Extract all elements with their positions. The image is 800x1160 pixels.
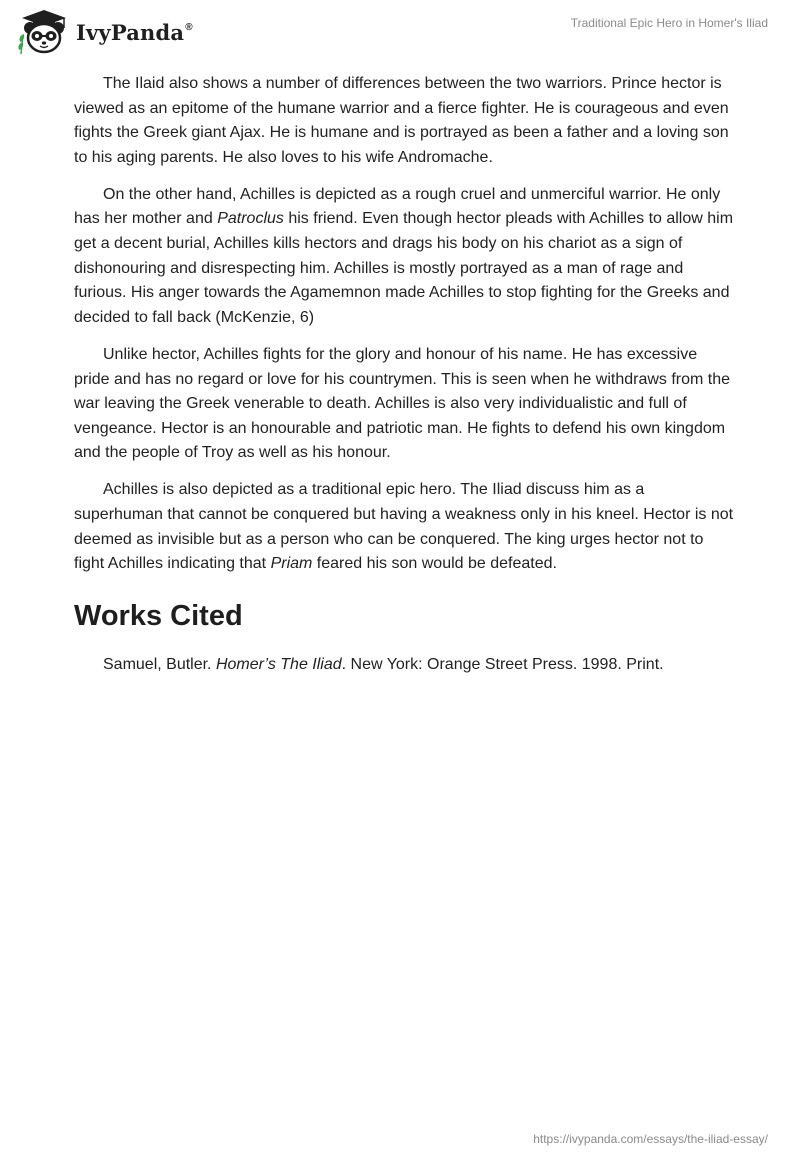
works-cited-heading: Works Cited — [74, 599, 243, 632]
paragraph-1 — [74, 72, 734, 170]
paragraph-text: feared his son would be defeated. — [312, 555, 557, 573]
paragraph-3 — [74, 343, 734, 466]
essay-body — [74, 72, 734, 689]
citation-title: Homer’s The Iliad — [215, 655, 342, 673]
citation-author: Samuel, Butler. — [103, 655, 216, 673]
paragraph-text: his friend. Even though hector pleads with Achilles to allow him get a decent burial, Achilles kills hectors and drags his body on his chariot as a sign of dishonouring and disrespecting him. Achilles is mostly portrayed as a man of rage and furious. His anger towards the Agamemnon made Achilles to stop fighting for the Greeks and decided to fall back (McKenzie, 6) — [74, 210, 734, 326]
panda-graduation-cap-logo-icon — [16, 8, 72, 56]
page-header — [0, 0, 800, 60]
italic-name: Patroclus — [217, 210, 284, 228]
ivypanda-logo[interactable] — [16, 8, 193, 56]
paragraph-text: Achilles is also depicted as a traditional epic hero. The Iliad discuss him as a superhuman that cannot be conquered but having a weakness only in his kneel. Hector is not deemed as invisible but as a person who can be conquered. The king urges hector not to fight Achilles indicating that — [74, 481, 734, 573]
paragraph-2 — [74, 183, 734, 331]
source-url-link[interactable]: https://ivypanda.com/essays/the-iliad-essay/ — [533, 1132, 768, 1146]
registered-mark: ® — [185, 21, 193, 33]
brand-name: IvyPanda® — [76, 19, 193, 45]
document-title: Traditional Epic Hero in Homer's Iliad — [570, 16, 768, 30]
italic-name: Priam — [270, 555, 313, 573]
paragraph-4 — [74, 478, 734, 576]
paragraph-text: On the other hand, Achilles is depicted as a rough cruel and unmerciful warrior. He only has her mother and — [74, 185, 721, 228]
paragraph-text: The Ilaid also shows a number of differences between the two warriors. Prince hector is viewed as an epitome of the humane warrior and a fierce fighter. He is courageous and even fights the Greek giant Ajax. He is humane and is portrayed as been a father and a loving son to his aging parents. He also loves to his wife Andromache. — [74, 75, 729, 166]
citation-publisher: . New York: Orange Street Press. 1998. Print. — [341, 655, 664, 673]
citation-entry — [74, 653, 734, 678]
paragraph-text: Unlike hector, Achilles fights for the glory and honour of his name. He has excessive pride and has no regard or love for his countrymen. This is seen when he withdraws from the war leaving the Greek venerable to death. Achilles is also very individualistic and full of vengeance. Hector is an honourable and patriotic man. He fights to defend his own kingdom and the people of Troy as well as his honour. — [74, 345, 731, 462]
